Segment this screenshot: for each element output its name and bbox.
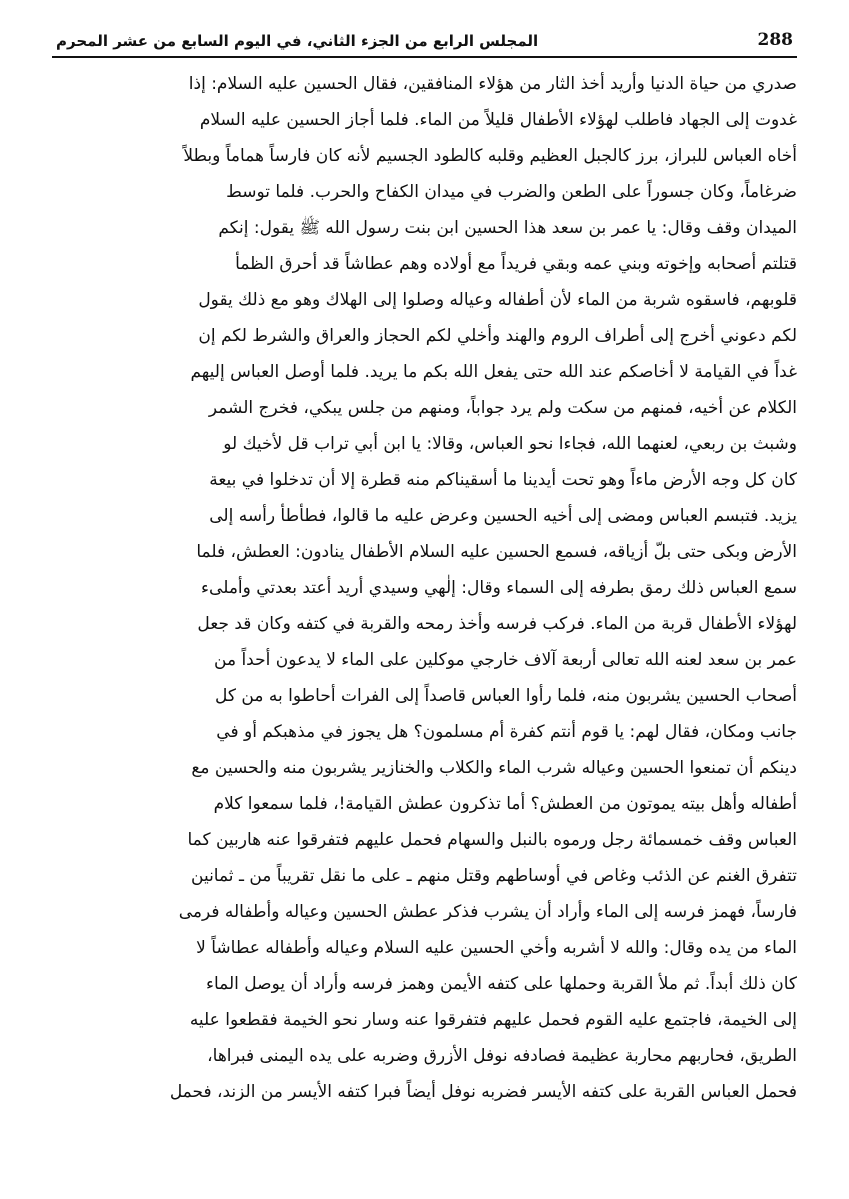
text-line: ضرغاماً، وكان جسوراً على الطعن والضرب في ميدان الكفاح والحرب. فلما توسط (226, 182, 797, 202)
text-line: الطريق، فحاربهم محاربة عظيمة فصادفه نوفل الأزرق وضربه على يده اليمنى فبراها، (207, 1046, 797, 1066)
text-line: العباس وقف خمسمائة رجل ورموه بالنبل والسهام فحمل عليهم فتفرقوا عنه هاربين كما (187, 830, 797, 850)
text-line: جانب ومكان، فقال لهم: يا قوم أنتم كفرة أم مسلمون؟ هل يجوز في مذهبكم أو في (216, 722, 797, 742)
text-line: فحمل العباس القربة على كتفه الأيسر فضربه نوفل أيضاً فبرا كتفه الأيسر من الزند، فحمل (169, 1082, 797, 1102)
text-line: وشبث بن ربعي، لعنهما الله، فجاءا نحو العباس، وقالا: يا ابن أبي تراب قل لأخيك لو (223, 434, 797, 454)
text-line: الكلام عن أخيه، فمنهم من سكت ولم يرد جواباً، ومنهم من جلس يبكي، فخرج الشمر (208, 398, 797, 418)
text-line: دينكم أن تمنعوا الحسين وعياله شرب الماء والكلاب والخنازير يشربون منه والحسين مع (191, 758, 797, 778)
header-title: المجلس الرابع من الجزء الثاني، في اليوم السابع من عشر المحرم (56, 32, 539, 50)
text-line: إلى الخيمة، فاجتمع عليه القوم فحمل عليهم فتفرقوا عنه وسار نحو الخيمة فقطعوا عليه (189, 1010, 797, 1030)
text-line: الميدان وقف وقال: يا عمر بن سعد هذا الحسين ابن بنت رسول الله ﷺ يقول: إنكم (218, 218, 797, 238)
text-line: أطفاله وأهل بيته يموتون من العطش؟ أما تذكرون عطش القيامة!، فلما سمعوا كلام (213, 794, 797, 814)
text-line: تتفرق الغنم عن الذئب وغاص في أوساطهم وقتل منهم ـ على ما نقل تقريباً من ـ ثمانين (191, 866, 797, 886)
text-line: قتلتم أصحابه وإخوته وبني عمه وبقي فريداً مع أولاده وهم عطاشاً قد أحرق الظمأ (235, 254, 797, 274)
text-line: أصحاب الحسين يشربون منه، فلما رأوا العباس قاصداً إلى الفرات أحاطوا به من كل (215, 686, 797, 706)
text-line: غداً في القيامة لا أخاصكم عند الله حتى يفعل الله بكم ما يريد. فلما أوصل العباس إليهم (190, 362, 797, 382)
text-line: كان ذلك أبداً. ثم ملأ القربة وحملها على كتفه الأيمن وهمز فرسه وأراد أن يوصل الماء (205, 974, 797, 994)
text-line: لهؤلاء الأطفال قربة من الماء. فركب فرسه وأخذ رمحه والقربة في كتفه وكان قد جعل (197, 614, 797, 634)
text-line: عمر بن سعد لعنه الله تعالى أربعة آلاف خارجي موكلين على الماء لا يدعون أحداً من (214, 650, 797, 670)
text-line: غدوت إلى الجهاد فاطلب لهؤلاء الأطفال قليلاً من الماء. فلما أجاز الحسين عليه السلام (199, 110, 797, 130)
text-line: كان كل وجه الأرض ماءاً وهو تحت أيدينا ما أسقيناكم منه قطرة إلا أن تدخلوا في بيعة (209, 470, 797, 490)
text-line: أخاه العباس للبراز، برز كالجبل العظيم وقلبه كالطود الجسيم لأنه كان فارساً هماماً وبطلاً (183, 146, 797, 166)
text-line: قلوبهم، فاسقوه شربة من الماء لأن أطفاله وعياله وصلوا إلى الهلاك وهو مع ذلك يقول (198, 290, 797, 310)
running-header (52, 28, 797, 58)
text-line: لكم دعوني أخرج إلى أطراف الروم والهند وأخلي لكم الحجاز والعراق والشرط لكم إن (198, 326, 797, 346)
page-number: 288 (757, 30, 793, 50)
text-line: صدري من حياة الدنيا وأريد أخذ الثار من هؤلاء المنافقين، فقال الحسين عليه السلام: إذا (188, 74, 797, 94)
text-line: يزيد. فتبسم العباس ومضى إلى أخيه الحسين وعرض عليه ما قالوا، فطأطأ رأسه إلى (209, 506, 797, 526)
text-line: فارساً، فهمز فرسه إلى الماء وأراد أن يشرب فذكر عطش الحسين وعياله وأطفاله فرمى (178, 902, 797, 922)
text-line: الأرض وبكى حتى بلّ أزياقه، فسمع الحسين عليه السلام الأطفال ينادون: العطش، فلما (196, 542, 797, 562)
body-text (52, 66, 797, 1176)
text-line: سمع العباس ذلك رمق بطرفه إلى السماء وقال: إلٰهي وسيدي أريد أعتد بعدتي وأملىء (201, 578, 797, 598)
text-line: الماء من يده وقال: والله لا أشربه وأخي الحسين عليه السلام وعياله وأطفاله عطاشاً لا (196, 938, 797, 958)
